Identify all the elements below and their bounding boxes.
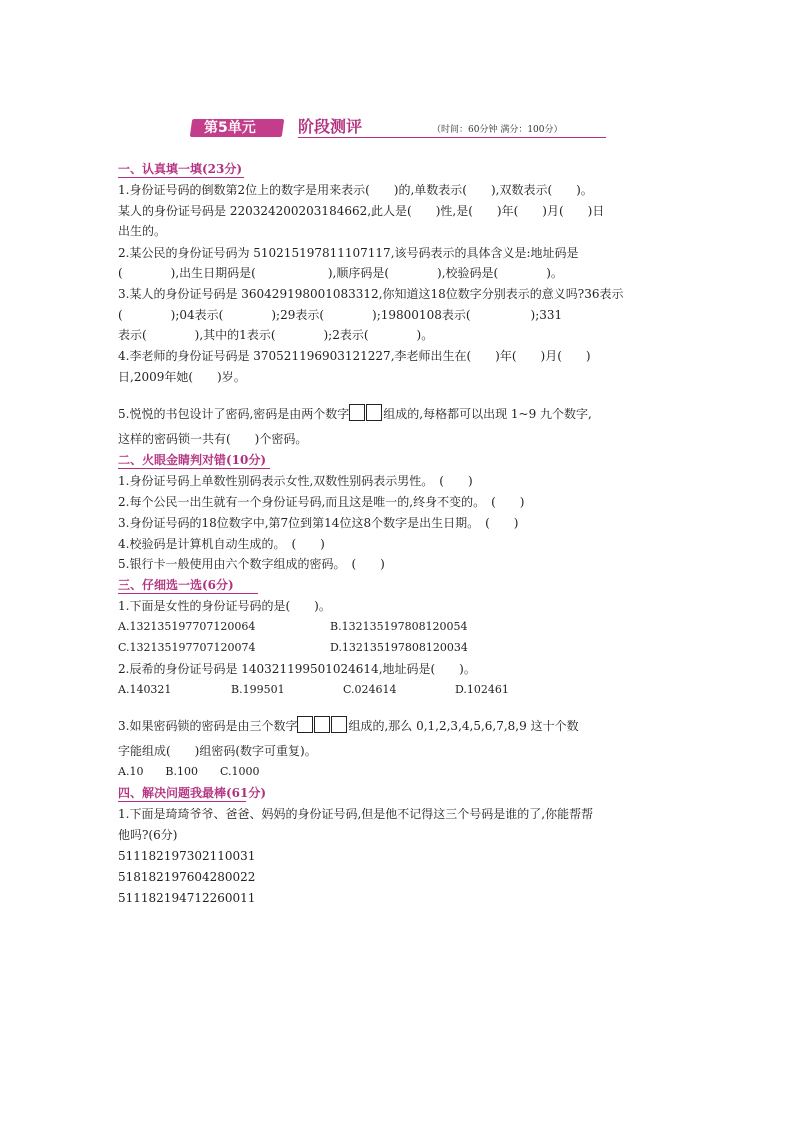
p1-q1-line3: 出生的。 bbox=[118, 224, 167, 238]
p3-q2: 2.辰希的身份证号码是 140321199501024614,地址码是( )。 bbox=[118, 662, 476, 676]
id-number: 511182197302110031 bbox=[118, 849, 256, 863]
p1-q1-line1: 1.身份证号码的倒数第2位上的数字是用来表示( )的,单数表示( ),双数表示( )。 bbox=[118, 183, 593, 197]
p1-q2-line2: ( ),出生日期码是( ),顺序码是( ),校验码是( )。 bbox=[118, 266, 563, 280]
p1-q5-text-post: 组成的,每格都可以出现 1~9 九个数字, bbox=[383, 407, 592, 421]
p1-q1-line2: 某人的身份证号码是 220324200203184662,此人是( )性,是( )年( )月( )日 bbox=[118, 204, 605, 218]
p3-q2-option-c: C.024614 bbox=[343, 683, 397, 696]
p3-q2-option-a: A.140321 bbox=[118, 683, 172, 696]
id-number: 511182194712260011 bbox=[118, 891, 256, 905]
p3-q3-line2: 字能组成( )组密码(数字可重复)。 bbox=[118, 744, 317, 758]
p3-q1-option-a: A.132135197707120064 bbox=[118, 620, 256, 633]
p4-q1-line2: 他吗?(6分) bbox=[118, 828, 178, 842]
password-box-icon bbox=[366, 404, 382, 421]
p1-q5-line1 bbox=[118, 404, 592, 421]
p3-q1-option-b: B.132135197808120054 bbox=[330, 620, 468, 633]
p3-q3-text-pre: 3.如果密码锁的密码是由三个数字 bbox=[118, 719, 298, 733]
p2-q3: 3.身份证号码的18位数字中,第7位到第14位这8个数字是出生日期。 ( ) bbox=[118, 516, 519, 530]
p3-q2-option-d: D.102461 bbox=[455, 683, 509, 696]
p3-q3-text-post: 组成的,那么 0,1,2,3,4,5,6,7,8,9 这十个数 bbox=[348, 719, 579, 733]
password-box-icon bbox=[297, 716, 313, 733]
p3-q3-options: A.10 B.100 C.1000 bbox=[118, 765, 260, 778]
password-box-icon bbox=[314, 716, 330, 733]
section-1-title: 一、认真填一填(23分) bbox=[118, 162, 243, 176]
p2-q4: 4.校验码是计算机自动生成的。 ( ) bbox=[118, 537, 325, 551]
password-box-icon bbox=[331, 716, 347, 733]
unit-label: 第5单元 bbox=[204, 120, 256, 136]
p1-q4-line1: 4.李老师的身份证号码是 370521196903121227,李老师出生在( )年( )月( ) bbox=[118, 349, 591, 363]
p2-q5: 5.银行卡一般使用由六个数字组成的密码。 ( ) bbox=[118, 557, 385, 571]
page-title: 阶段测评 bbox=[298, 117, 363, 136]
p3-q1-option-c: C.132135197707120074 bbox=[118, 641, 256, 654]
p1-q3-line3: 表示( ),其中的1表示( );2表示( )。 bbox=[118, 328, 434, 342]
p4-q1-line1: 1.下面是琦琦爷爷、爸爸、妈妈的身份证号码,但是他不记得这三个号码是谁的了,你能帮帮 bbox=[118, 807, 594, 821]
section-1-underline bbox=[118, 177, 244, 178]
section-4-underline bbox=[118, 801, 246, 802]
p1-q2-line1: 2.某公民的身份证号码为 510215197811107117,该号码表示的具体含义是:地址码是 bbox=[118, 246, 579, 260]
section-2-title: 二、火眼金睛判对错(10分) bbox=[118, 453, 267, 467]
section-3-underline bbox=[118, 593, 258, 594]
p2-q2: 2.每个公民一出生就有一个身份证号码,而且这是唯一的,终身不变的。 ( ) bbox=[118, 495, 525, 509]
section-2-underline bbox=[118, 468, 270, 469]
p3-q1: 1.下面是女性的身份证号码的是( )。 bbox=[118, 599, 331, 613]
exam-info: （时间：60分钟 满分：100分） bbox=[432, 125, 563, 135]
p3-q1-option-d: D.132135197808120034 bbox=[330, 641, 468, 654]
id-number: 518182197604280022 bbox=[118, 870, 256, 884]
p1-q4-line2: 日,2009年她( )岁。 bbox=[118, 370, 246, 384]
p3-q2-option-b: B.199501 bbox=[231, 683, 285, 696]
p1-q5-text-pre: 5.悦悦的书包设计了密码,密码是由两个数字 bbox=[118, 407, 350, 421]
password-box-icon bbox=[349, 404, 365, 421]
section-4-title: 四、解决问题我最棒(61分) bbox=[118, 786, 267, 800]
p1-q5-line2: 这样的密码锁一共有( )个密码。 bbox=[118, 432, 308, 446]
p1-q3-line2: ( );04表示( );29表示( );19800108表示( );331 bbox=[118, 308, 563, 322]
p2-q1: 1.身份证号码上单数性别码表示女性,双数性别码表示男性。 ( ) bbox=[118, 474, 473, 488]
section-3-title: 三、仔细选一选(6分) bbox=[118, 578, 234, 592]
p3-q3-line1 bbox=[118, 716, 579, 733]
p1-q3-line1: 3.某人的身份证号码是 360429198001083312,你知道这18位数字分别表示的意义吗?36表示 bbox=[118, 287, 624, 301]
header-divider bbox=[298, 137, 606, 138]
